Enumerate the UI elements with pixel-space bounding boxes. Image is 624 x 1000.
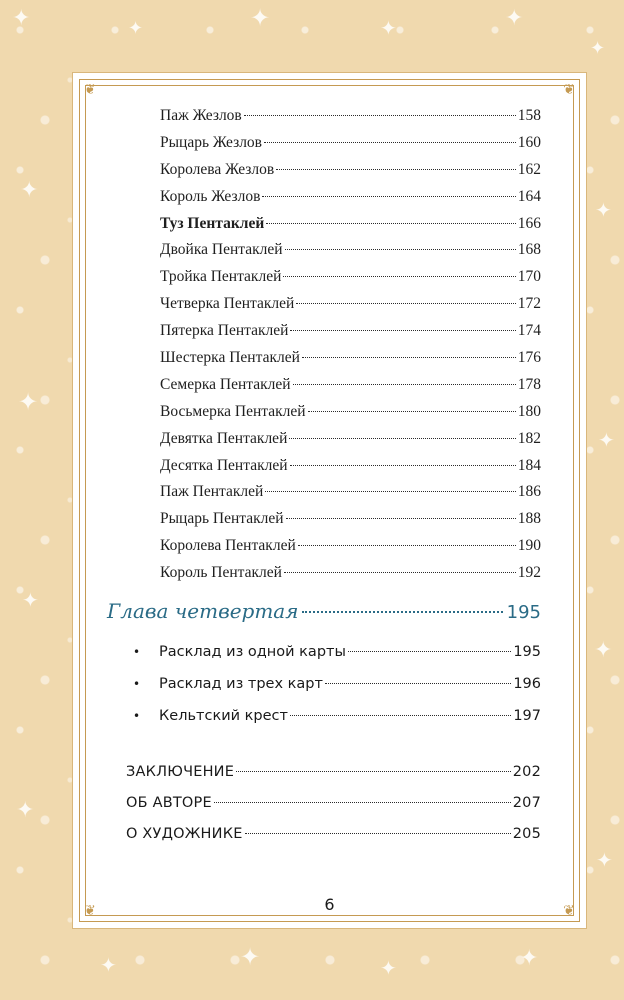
flourish-icon: ❦ [84,82,96,98]
toc-entry-label: Семерка Пентаклей [160,375,291,393]
toc-entry-page: 190 [517,537,541,555]
toc-entry-page: 160 [517,133,541,151]
toc-entry-label: Король Жезлов [160,187,261,205]
toc-entry[interactable] [160,237,541,264]
toc-entry-page: 178 [517,375,541,393]
toc-entry-label: Паж Жезлов [160,107,242,124]
leader-dots [290,715,511,716]
leader-dots [290,465,516,466]
star-icon: ✦ [380,956,397,980]
toc-entry-page: 168 [517,241,541,259]
leader-dots [348,651,511,652]
toc-entry-label: Туз Пентаклей [160,214,265,232]
leader-dots [293,384,516,385]
back-matter-page: 205 [512,826,541,842]
toc-entry[interactable] [160,103,541,130]
leader-dots [283,276,515,277]
star-icon: ✦ [100,953,117,977]
leader-dots [286,518,516,519]
toc-entry-label: Девятка Пентаклей [160,429,288,447]
toc-entry-highlighted[interactable] [160,211,541,238]
toc-entry[interactable] [160,130,541,157]
toc-entry-page: 176 [517,349,541,367]
leader-dots [265,491,515,492]
toc-entry[interactable] [160,479,541,506]
toc-entry-label: Паж Пентаклей [160,483,264,501]
leader-dots [289,438,515,439]
star-icon: ✦ [16,798,35,823]
leader-dots [266,223,515,224]
flourish-icon: ❦ [563,903,575,919]
leader-dots [285,249,516,250]
toc-entry[interactable] [160,426,541,453]
toc-entry-page: 166 [517,214,541,232]
leader-dots [245,833,511,834]
back-matter-label: О ХУДОЖНИКЕ [126,826,243,842]
leader-dots [214,802,511,803]
flourish-icon: ❦ [563,82,575,98]
toc-page [73,73,586,928]
leader-dots [264,142,516,143]
toc-entry-label: Король Пентаклей [160,564,282,582]
toc-entry-page: 162 [517,160,541,178]
toc-entry[interactable] [160,157,541,184]
toc-entry-page: 174 [517,322,541,340]
toc-entry[interactable] [160,318,541,345]
leader-dots [298,545,516,546]
toc-entry-page: 158 [517,107,541,124]
back-matter-entry[interactable] [126,788,541,819]
star-icon: ✦ [596,848,613,872]
toc-entry-page: 188 [517,510,541,528]
subentry[interactable] [133,700,541,732]
star-icon: ✦ [598,428,615,452]
leader-dots [302,357,516,358]
star-icon: ✦ [22,588,39,612]
subentry-page: 196 [513,676,541,692]
toc-entry-label: Шестерка Пентаклей [160,349,300,367]
bullet-icon: • [133,677,141,691]
bullet-icon: • [133,645,141,659]
toc-entry-list [160,103,541,587]
toc-entry-label: Королева Пентаклей [160,537,296,555]
subentry-label: Кельтский крест [159,708,288,724]
leader-dots [284,572,516,573]
toc-entry-page: 180 [517,402,541,420]
toc-entry-page: 186 [517,483,541,501]
toc-entry-page: 164 [517,187,541,205]
star-icon: ✦ [380,16,397,40]
back-matter-label: ОБ АВТОРЕ [126,795,212,811]
back-matter-page: 207 [512,795,541,811]
leader-dots [325,683,511,684]
leader-dots [290,330,515,331]
toc-entry[interactable] [160,533,541,560]
leader-dots [302,611,502,613]
star-icon: ✦ [240,943,261,971]
toc-entry-page: 170 [517,268,541,286]
toc-entry-label: Королева Жезлов [160,160,275,178]
leader-dots [296,303,515,304]
toc-entry-label: Рыцарь Пентаклей [160,510,284,528]
back-matter-entry[interactable] [126,757,541,788]
back-matter-label: ЗАКЛЮЧЕНИЕ [126,764,235,780]
toc-entry-label: Десятка Пентаклей [160,456,288,474]
toc-entry[interactable] [160,399,541,426]
page-number: 6 [324,895,335,914]
bullet-icon: • [133,709,141,723]
subentry-label: Расклад из одной карты [159,644,346,660]
chapter-page: 195 [506,602,541,623]
leader-dots [236,771,511,772]
toc-entry-page: 192 [517,564,541,582]
star-icon: ✦ [18,388,39,416]
toc-entry[interactable] [160,372,541,399]
star-icon: ✦ [20,178,39,203]
subentry[interactable] [133,636,541,668]
back-matter-page: 202 [512,764,541,780]
toc-entry-label: Пятерка Пентаклей [160,322,289,340]
star-icon: ✦ [505,6,524,31]
toc-entry-label: Четверка Пентаклей [160,295,295,313]
chapter-subentry-list [133,636,541,732]
back-matter-list [126,757,541,850]
flourish-icon: ❦ [84,903,96,919]
toc-entry[interactable] [160,506,541,533]
toc-entry-label: Двойка Пентаклей [160,241,283,259]
toc-entry-page: 172 [517,295,541,313]
toc-entry[interactable] [160,184,541,211]
toc-entry[interactable] [160,453,541,480]
star-icon: ✦ [128,18,144,39]
subentry-page: 197 [513,708,541,724]
star-icon: ✦ [590,38,606,59]
chapter-heading[interactable] [107,599,541,623]
subentry-label: Расклад из трех карт [159,676,323,692]
star-icon: ✦ [12,6,31,31]
chapter-title: Глава четвертая [107,599,299,623]
toc-entry[interactable] [160,291,541,318]
star-icon: ✦ [595,198,612,222]
leader-dots [276,169,516,170]
leader-dots [308,411,516,412]
toc-entry-page: 184 [517,456,541,474]
subentry[interactable] [133,668,541,700]
star-icon: ✦ [520,946,539,971]
leader-dots [244,115,516,116]
toc-entry-label: Рыцарь Жезлов [160,133,262,151]
leader-dots [262,196,515,197]
back-matter-entry[interactable] [126,819,541,850]
subentry-page: 195 [513,644,541,660]
toc-entry-label: Восьмерка Пентаклей [160,402,306,420]
toc-entry[interactable] [160,560,541,587]
toc-entry[interactable] [160,264,541,291]
toc-entry-page: 182 [517,429,541,447]
toc-entry[interactable] [160,345,541,372]
star-icon: ✦ [594,638,613,663]
star-icon: ✦ [250,4,271,32]
toc-entry-label: Тройка Пентаклей [160,268,282,286]
